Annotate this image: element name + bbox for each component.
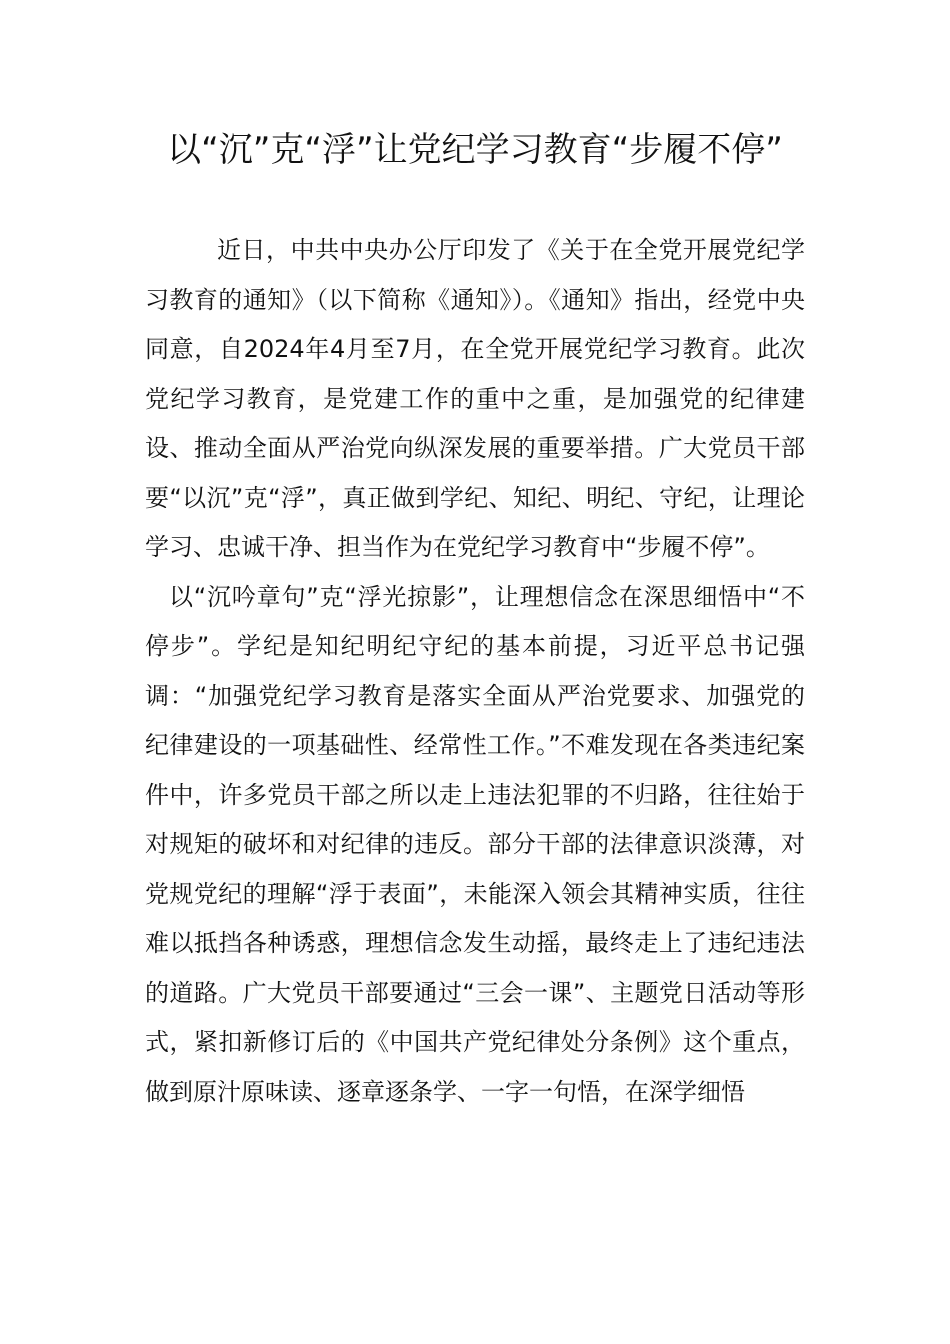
document-body [145,226,805,1117]
paragraph-intro: 近日，中共中央办公厅印发了《关于在全党开展党纪学习教育的通知》（以下简称《通知》）。《通知》指出，经党中央同意，自2024年4月至7月，在全党开展党纪学习教育。此次党纪学习教育，是党建工作的重中之重，是加强党的纪律建设、推动全面从严治党向纵深发展的重要举措。广大党员干部要“以沉”克“浮”，真正做到学纪、知纪、明纪、守纪，让理论学习、忠诚干净、担当作为在党纪学习教育中“步履不停”。 [145,236,805,561]
document-title: 以“沉”克“浮”让党纪学习教育“步履不停” [167,130,783,170]
paragraph-section-1: 以“沉吟章句”克“浮光掠影”，让理想信念在深思细悟中“不停步”。学纪是知纪明纪守纪的基本前提，习近平总书记强调：“加强党纪学习教育是落实全面从严治党要求、加强党的纪律建设的一项基础性、经常性工作。”不难发现在各类违纪案件中，许多党员干部之所以走上违法犯罪的不归路，往往始于对规矩的破坏和对纪律的违反。部分干部的法律意识淡薄，对党规党纪的理解“浮于表面”，未能深入领会其精神实质，往往难以抵挡各种诱惑，理想信念发生动摇，最终走上了违纪违法的道路。广大党员干部要通过“三会一课”、主题党日活动等形式，紧扣新修订后的《中国共产党纪律处分条例》这个重点，做到原汁原味读、逐章逐条学、一字一句悟，在深学细悟 [145,582,805,1106]
